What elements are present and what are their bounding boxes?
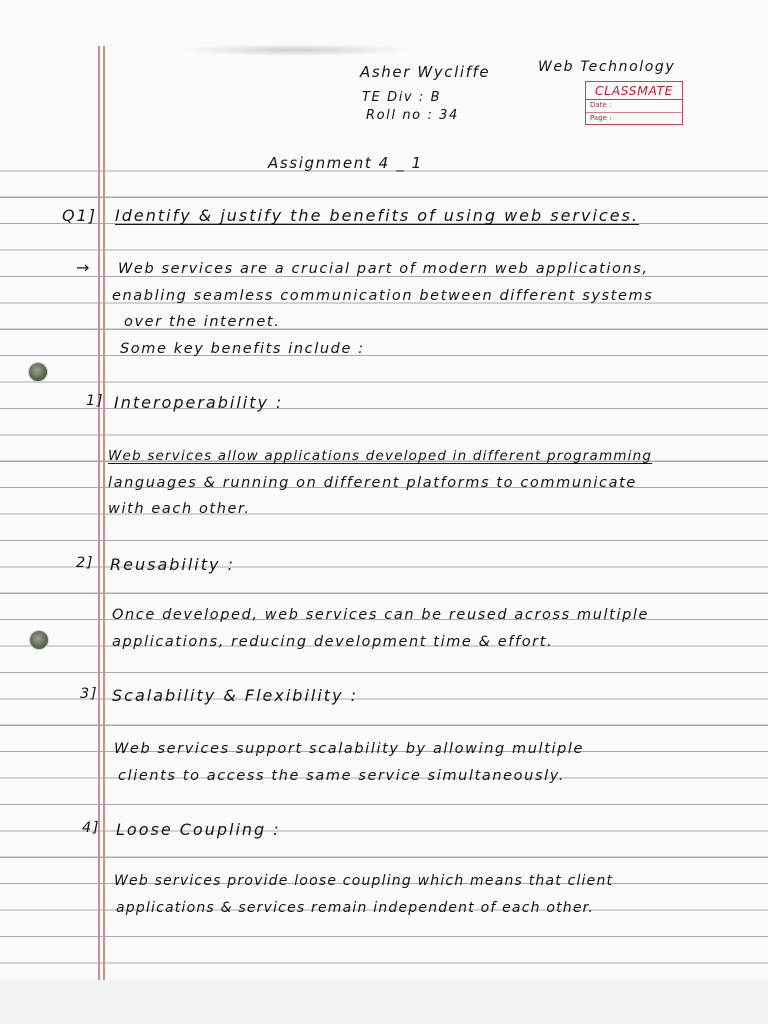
page-label: Page : xyxy=(590,113,612,122)
brand-logo: CLASSMATE xyxy=(586,82,682,100)
benefit-line: languages & running on different platforms to communicate xyxy=(108,475,637,491)
question-number: Q1] xyxy=(62,206,98,225)
intro-line: over the internet. xyxy=(124,314,281,330)
student-roll: Roll no : 34 xyxy=(366,108,459,123)
assignment-title: Assignment 4 _ 1 xyxy=(268,154,423,172)
intro-line: Some key benefits include : xyxy=(120,341,365,357)
punch-hole xyxy=(29,630,49,650)
benefit-number: 3] xyxy=(80,686,99,702)
benefit-heading: Loose Coupling : xyxy=(116,820,281,839)
punch-hole xyxy=(28,362,48,382)
benefit-line: applications & services remain independent of each other. xyxy=(116,900,594,916)
subject-title: Web Technology xyxy=(538,59,676,75)
margin-line xyxy=(103,46,105,980)
notebook-brand-box xyxy=(585,81,683,125)
benefit-line: Web services provide loose coupling which means that client xyxy=(114,873,614,889)
benefit-heading: Reusability : xyxy=(110,555,235,574)
benefit-number: 4] xyxy=(82,820,101,836)
benefit-number: 2] xyxy=(76,555,95,571)
benefit-line: clients to access the same service simultaneously. xyxy=(118,768,565,784)
student-name: Asher Wycliffe xyxy=(360,63,491,81)
benefit-line: applications, reducing development time & effort. xyxy=(112,634,554,650)
student-class: TE Div : B xyxy=(362,90,442,105)
benefit-line: with each other. xyxy=(108,501,251,517)
question-text: Identify & justify the benefits of using web services. xyxy=(115,206,639,225)
benefit-line: Once developed, web services can be reused across multiple xyxy=(112,607,650,623)
benefit-number: 1] xyxy=(86,393,105,409)
benefit-line: Web services support scalability by allowing multiple xyxy=(114,741,585,757)
margin-line xyxy=(98,46,100,980)
benefit-line: Web services allow applications developed in different programming xyxy=(108,448,653,464)
arrow-icon: → xyxy=(76,258,90,277)
intro-line: enabling seamless communication between different systems xyxy=(112,288,654,304)
intro-line: Web services are a crucial part of modern web applications, xyxy=(118,261,649,277)
page-fold-shadow xyxy=(180,44,410,56)
benefit-heading: Interoperability : xyxy=(114,393,284,412)
date-label: Date : xyxy=(586,100,682,113)
benefit-heading: Scalability & Flexibility : xyxy=(112,686,359,705)
